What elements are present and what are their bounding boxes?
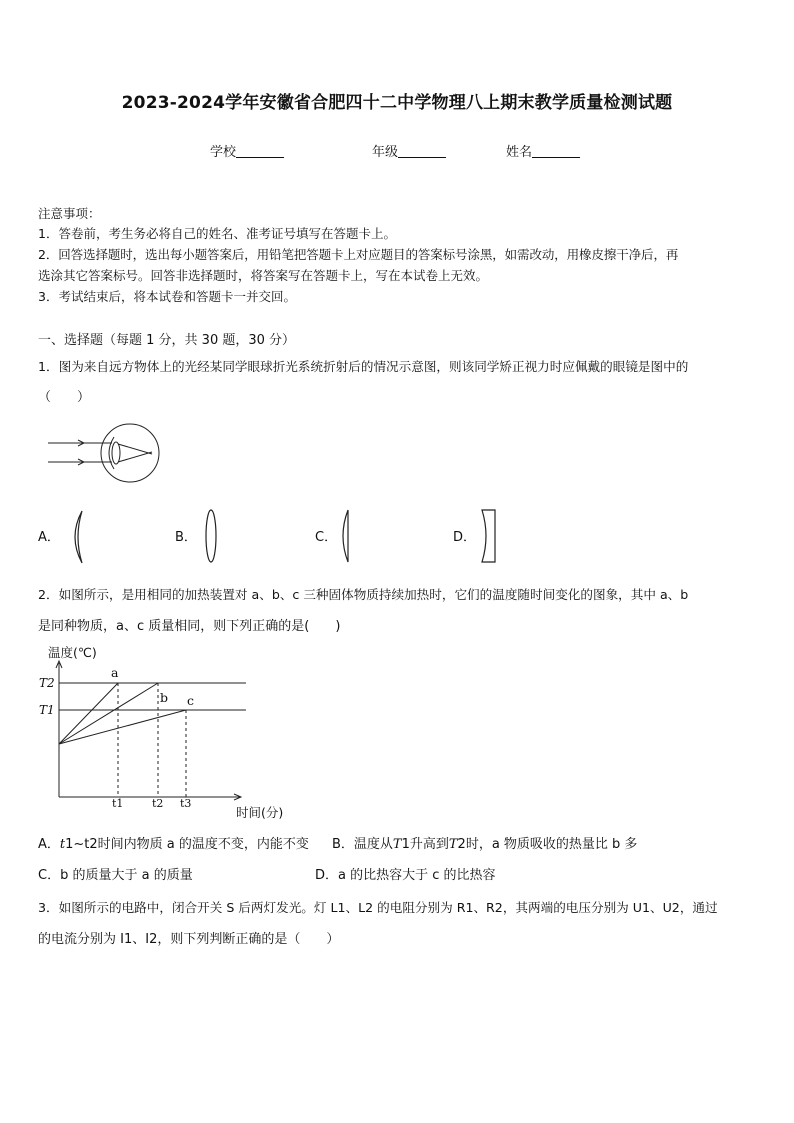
question-1-text: 1．图为来自远方物体上的光经某同学眼球折光系统折射后的情况示意图，则该同学矫正视力时应佩戴的眼镜是图中的 bbox=[38, 359, 689, 374]
curve-label-c: c bbox=[187, 693, 195, 708]
chart-x-tick-t3: t3 bbox=[180, 797, 192, 810]
option-b[interactable]: B．温度从T1升高到T2时，a 物质吸收的热量比 b 多 bbox=[332, 837, 638, 852]
chart-x-tick-t2: t2 bbox=[152, 797, 164, 810]
question-2-text-cont: 是同种物质，a、c 质量相同，则下列正确的是( ) bbox=[38, 619, 341, 634]
notice-item: 选涂其它答案标号。回答非选择题时，将答案写在答题卡上，写在本试卷上无效。 bbox=[38, 268, 489, 283]
question-3-text: 3．如图所示的电路中，闭合开关 S 后两灯发光。灯 L1、L2 的电阻分别为 R1、R2，其两端的电压分别为 U1、U2，通过 bbox=[38, 900, 718, 915]
question-1-paren: （ ） bbox=[38, 390, 91, 405]
grade-label: 年级 bbox=[372, 145, 399, 160]
notice-item: 2．回答选择题时，选出每小题答案后，用铅笔把答题卡上对应题目的答案标号涂黑，如需改动，用橡皮擦干净后，再 bbox=[38, 247, 679, 262]
chart-y-tick-t2: T2 bbox=[39, 676, 55, 690]
option-d[interactable]: D．a 的比热容大于 c 的比热容 bbox=[315, 868, 496, 883]
school-label: 学校 bbox=[210, 145, 237, 160]
chart-y-tick-t1: T1 bbox=[39, 703, 55, 717]
option-c[interactable]: C．b 的质量大于 a 的质量 bbox=[38, 868, 193, 883]
page-title: 2023-2024学年安徽省合肥四十二中学物理八上期末教学质量检测试题 bbox=[121, 93, 673, 113]
name-label: 姓名 bbox=[506, 145, 533, 160]
chart-x-axis-label: 时间(分) bbox=[236, 805, 284, 820]
section-heading: 一、选择题（每题 1 分，共 30 题，30 分） bbox=[38, 333, 296, 348]
option-d-label[interactable]: D． bbox=[453, 530, 477, 545]
option-b-label[interactable]: B． bbox=[175, 530, 197, 545]
notice-item: 1．答卷前，考生务必将自己的姓名、准考证号填写在答题卡上。 bbox=[38, 226, 396, 241]
chart-y-axis-label: 温度(℃) bbox=[48, 645, 97, 660]
curve-label-b: b bbox=[160, 690, 169, 705]
question-2-text: 2．如图所示，是用相同的加热装置对 a、b、c 三种固体物质持续加热时，它们的温度随时间变化的图象，其中 a、b bbox=[38, 587, 689, 602]
option-a[interactable]: A．t1~t2时间内物质 a 的温度不变，内能不变 bbox=[38, 837, 309, 852]
curve-label-a: a bbox=[111, 665, 119, 680]
notice-item: 3．考试结束后，将本试卷和答题卡一并交回。 bbox=[38, 289, 296, 304]
chart-x-tick-t1: t1 bbox=[112, 797, 124, 810]
option-c-label[interactable]: C． bbox=[315, 530, 338, 545]
option-a-label[interactable]: A． bbox=[38, 530, 60, 545]
question-3-text-cont: 的电流分别为 I1、I2，则下列判断正确的是（ ） bbox=[38, 932, 340, 947]
notice-heading: 注意事项： bbox=[38, 206, 101, 221]
